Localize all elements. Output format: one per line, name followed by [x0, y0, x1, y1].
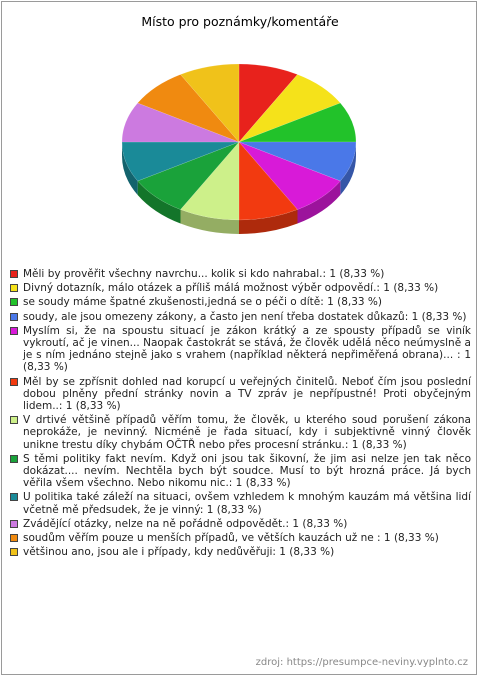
legend-item: [9, 296, 471, 308]
legend-label: soudy, ale jsou omezeny zákony, a často jen není třeba dostatek důkazů: 1 (8,33 %): [23, 310, 467, 323]
legend-item: [9, 268, 471, 280]
legend-swatch: [10, 284, 18, 292]
legend-item: [9, 414, 471, 451]
legend-label: Měl by se zpřísnit dohled nad korupcí u veřejných činitelů. Neboť čím jsou poslední dobou plněny přední stránky novin a TV zpráv je nepřípustné! Proti obyčejným lidem..: 1 (8,33 %): [23, 375, 471, 413]
pie-chart: [2, 2, 478, 262]
legend-swatch: [10, 493, 18, 501]
legend-swatch: [10, 313, 18, 321]
legend: [9, 268, 471, 560]
legend-swatch: [10, 548, 18, 556]
legend-item: [9, 311, 471, 323]
legend-label: Zvádějící otázky, nelze na ně pořádně odpovědět.: 1 (8,33 %): [23, 517, 348, 530]
legend-label: U politika také záleží na situaci, ovšem vzhledem k mnohým kauzám má většina lidí včetně mě předsudek, že je vinný: 1 (8,33 %): [23, 491, 471, 516]
chart-frame: [1, 1, 477, 675]
legend-item: [9, 453, 471, 490]
legend-swatch: [10, 534, 18, 542]
legend-label: Divný dotazník, málo otázek a příliš málá možnost výběr odpovědí.: 1 (8,33 %): [23, 282, 439, 295]
legend-label: V drtivé většině případů věřím tomu, že člověk, u kterého soud porušení zákona neprokáže, je nevinný. Nicméně je řada situací, kdy i subjektivně vinný člověk unikne trestu díky chybám OČTŘ nebo přes procesní stránku.: 1 (8,33 %): [23, 414, 471, 451]
legend-swatch: [10, 270, 18, 278]
legend-item: [9, 491, 471, 515]
legend-label: Myslím si, že na spoustu situací je zákon krátký a ze spousty případů se viník vykroutí, ač je vinen... Naopak častokrát se stává, že člověk udělá něco neúmyslně a je s ním jednáno stejně jako s vrahem (například některá nepřiměřená obrana)... : 1 (8,33 %): [23, 324, 471, 374]
legend-label: většinou ano, jsou ale i případy, kdy nedůvěřuji: 1 (8,33 %): [23, 546, 335, 559]
legend-swatch: [10, 520, 18, 528]
legend-label: Měli by prověřit všechny navrchu... kolik si kdo nahrabal.: 1 (8,33 %): [23, 268, 385, 280]
legend-swatch: [10, 298, 18, 306]
legend-swatch: [10, 455, 18, 463]
legend-label: S těmi politiky fakt nevím. Když oni jsou tak šikovní, že jim asi nelze jen tak něco dokázat.... nevím. Nechtěla bych být soudce. Musí to být hrozná práce. Já bych věřila všem všechno. Nebo nikomu nic.: 1 (8,33 %): [23, 452, 471, 490]
legend-label: se soudy máme špatné zkušenosti,jedná se o péči o dítě: 1 (8,33 %): [23, 296, 382, 309]
legend-item: [9, 376, 471, 413]
legend-item: [9, 532, 471, 544]
legend-swatch: [10, 378, 18, 386]
legend-label: soudům věřím pouze u menších případů, ve větších kauzách už ne : 1 (8,33 %): [23, 532, 439, 545]
legend-item: [9, 518, 471, 530]
legend-item: [9, 325, 471, 374]
legend-swatch: [10, 327, 18, 335]
legend-item: [9, 546, 471, 558]
chart-title: Místo pro poznámky/komentáře: [141, 14, 339, 29]
legend-swatch: [10, 416, 18, 424]
source-note: zdroj: https://presumpce-neviny.vyplnto.cz: [255, 657, 468, 668]
legend-item: [9, 282, 471, 294]
